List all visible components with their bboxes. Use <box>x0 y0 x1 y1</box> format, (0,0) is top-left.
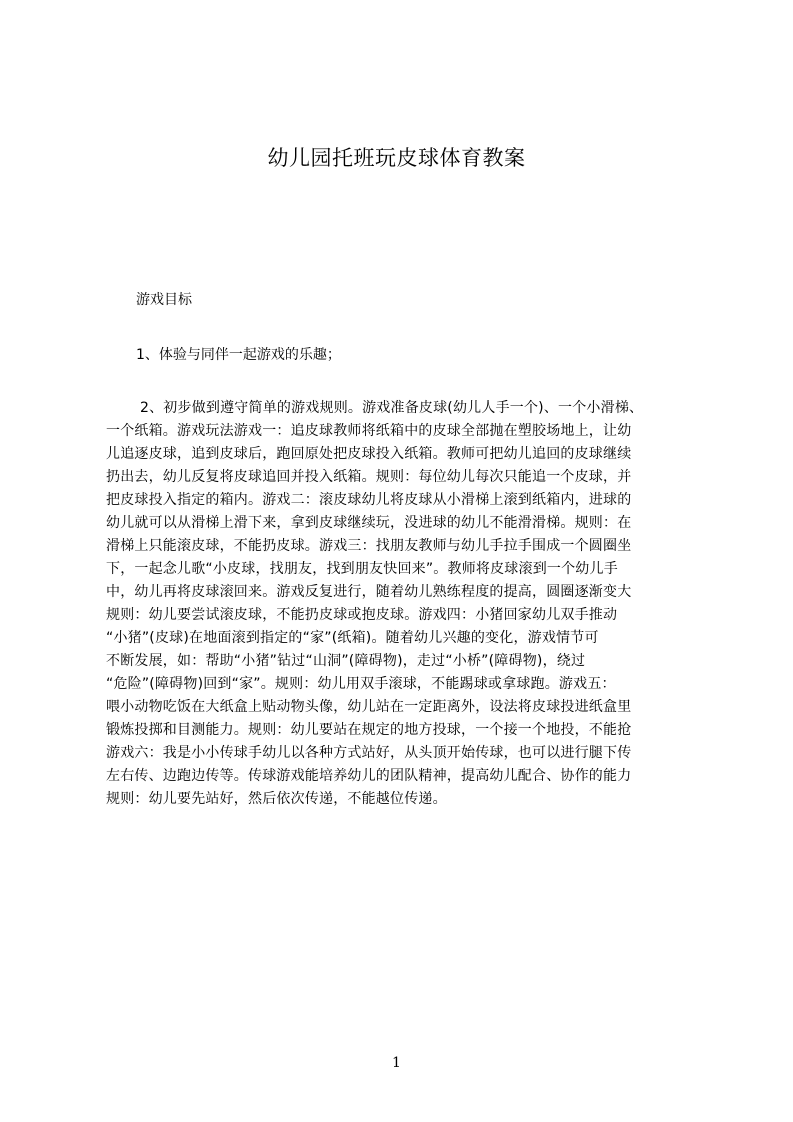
goal-item-1: 1、体验与同伴一起游戏的乐趣； <box>136 347 341 363</box>
paragraph-line: 滑梯上只能滚皮球，不能扔皮球。游戏三：找朋友教师与幼儿手拉手围成一个圆圈坐 <box>106 538 632 554</box>
paragraph-line: 锻炼投掷和目测能力。规则：幼儿要站在规定的地方投球，一个接一个地投，不能抢 <box>106 722 632 738</box>
paragraph-line: 不断发展，如：帮助“小猪”钻过“山洞”(障碍物)，走过“小桥”(障碍物)，绕过 <box>106 653 586 669</box>
document-title: 幼儿园托班玩皮球体育教案 <box>267 146 526 170</box>
paragraph-line: 扔出去，幼儿反复将皮球追回并投入纸箱。规则：每位幼儿每次只能追一个皮球，并 <box>106 469 632 485</box>
paragraph-line: 左右传、边跑边传等。传球游戏能培养幼儿的团队精神，提高幼儿配合、协作的能力 <box>106 768 632 784</box>
paragraph-line: 把皮球投入指定的箱内。游戏二：滚皮球幼儿将皮球从小滑梯上滚到纸箱内，进球的 <box>106 492 632 508</box>
paragraph-line: 规则：幼儿要尝试滚皮球，不能扔皮球或抱皮球。游戏四：小猪回家幼儿双手推动 <box>106 607 618 623</box>
section-heading: 游戏目标 <box>136 292 192 308</box>
paragraph-line: 儿追逐皮球，追到皮球后，跑回原处把皮球投入纸箱。教师可把幼儿追回的皮球继续 <box>106 446 632 462</box>
paragraph-line: 2、初步做到遵守简单的游戏规则。游戏准备皮球(幼儿人手一个)、一个小滑梯、 <box>140 400 644 416</box>
paragraph-line: 幼儿就可以从滑梯上滑下来，拿到皮球继续玩，没进球的幼儿不能滑滑梯。规则：在 <box>106 515 632 531</box>
goal-item-2-paragraph <box>106 397 700 811</box>
paragraph-line: 规则：幼儿要先站好，然后依次传递，不能越位传递。 <box>106 791 447 807</box>
paragraph-line: “小猪”(皮球)在地面滚到指定的“家”(纸箱)。随着幼儿兴趣的变化，游戏情节可 <box>106 630 599 646</box>
paragraph-line: 喂小动物吃饭在大纸盒上贴动物头像，幼儿站在一定距离外，设法将皮球投进纸盒里 <box>106 699 632 715</box>
paragraph-line: “危险”(障碍物)回到“家”。规则：幼儿用双手滚球，不能踢球或拿球跑。游戏五： <box>106 676 616 692</box>
paragraph-line: 游戏六：我是小小传球手幼儿以各种方式站好，从头顶开始传球，也可以进行腿下传 <box>106 745 632 761</box>
page-number: 1 <box>392 1055 401 1071</box>
paragraph-line: 一个纸箱。游戏玩法游戏一：追皮球教师将纸箱中的皮球全部抛在塑胶场地上，让幼 <box>106 423 632 439</box>
paragraph-line: 下，一起念儿歌“小皮球，找朋友，找到朋友快回来”。教师将皮球滚到一个幼儿手 <box>106 561 618 577</box>
paragraph-line: 中，幼儿再将皮球滚回来。游戏反复进行，随着幼儿熟练程度的提高，圆圈逐渐变大 <box>106 584 632 600</box>
